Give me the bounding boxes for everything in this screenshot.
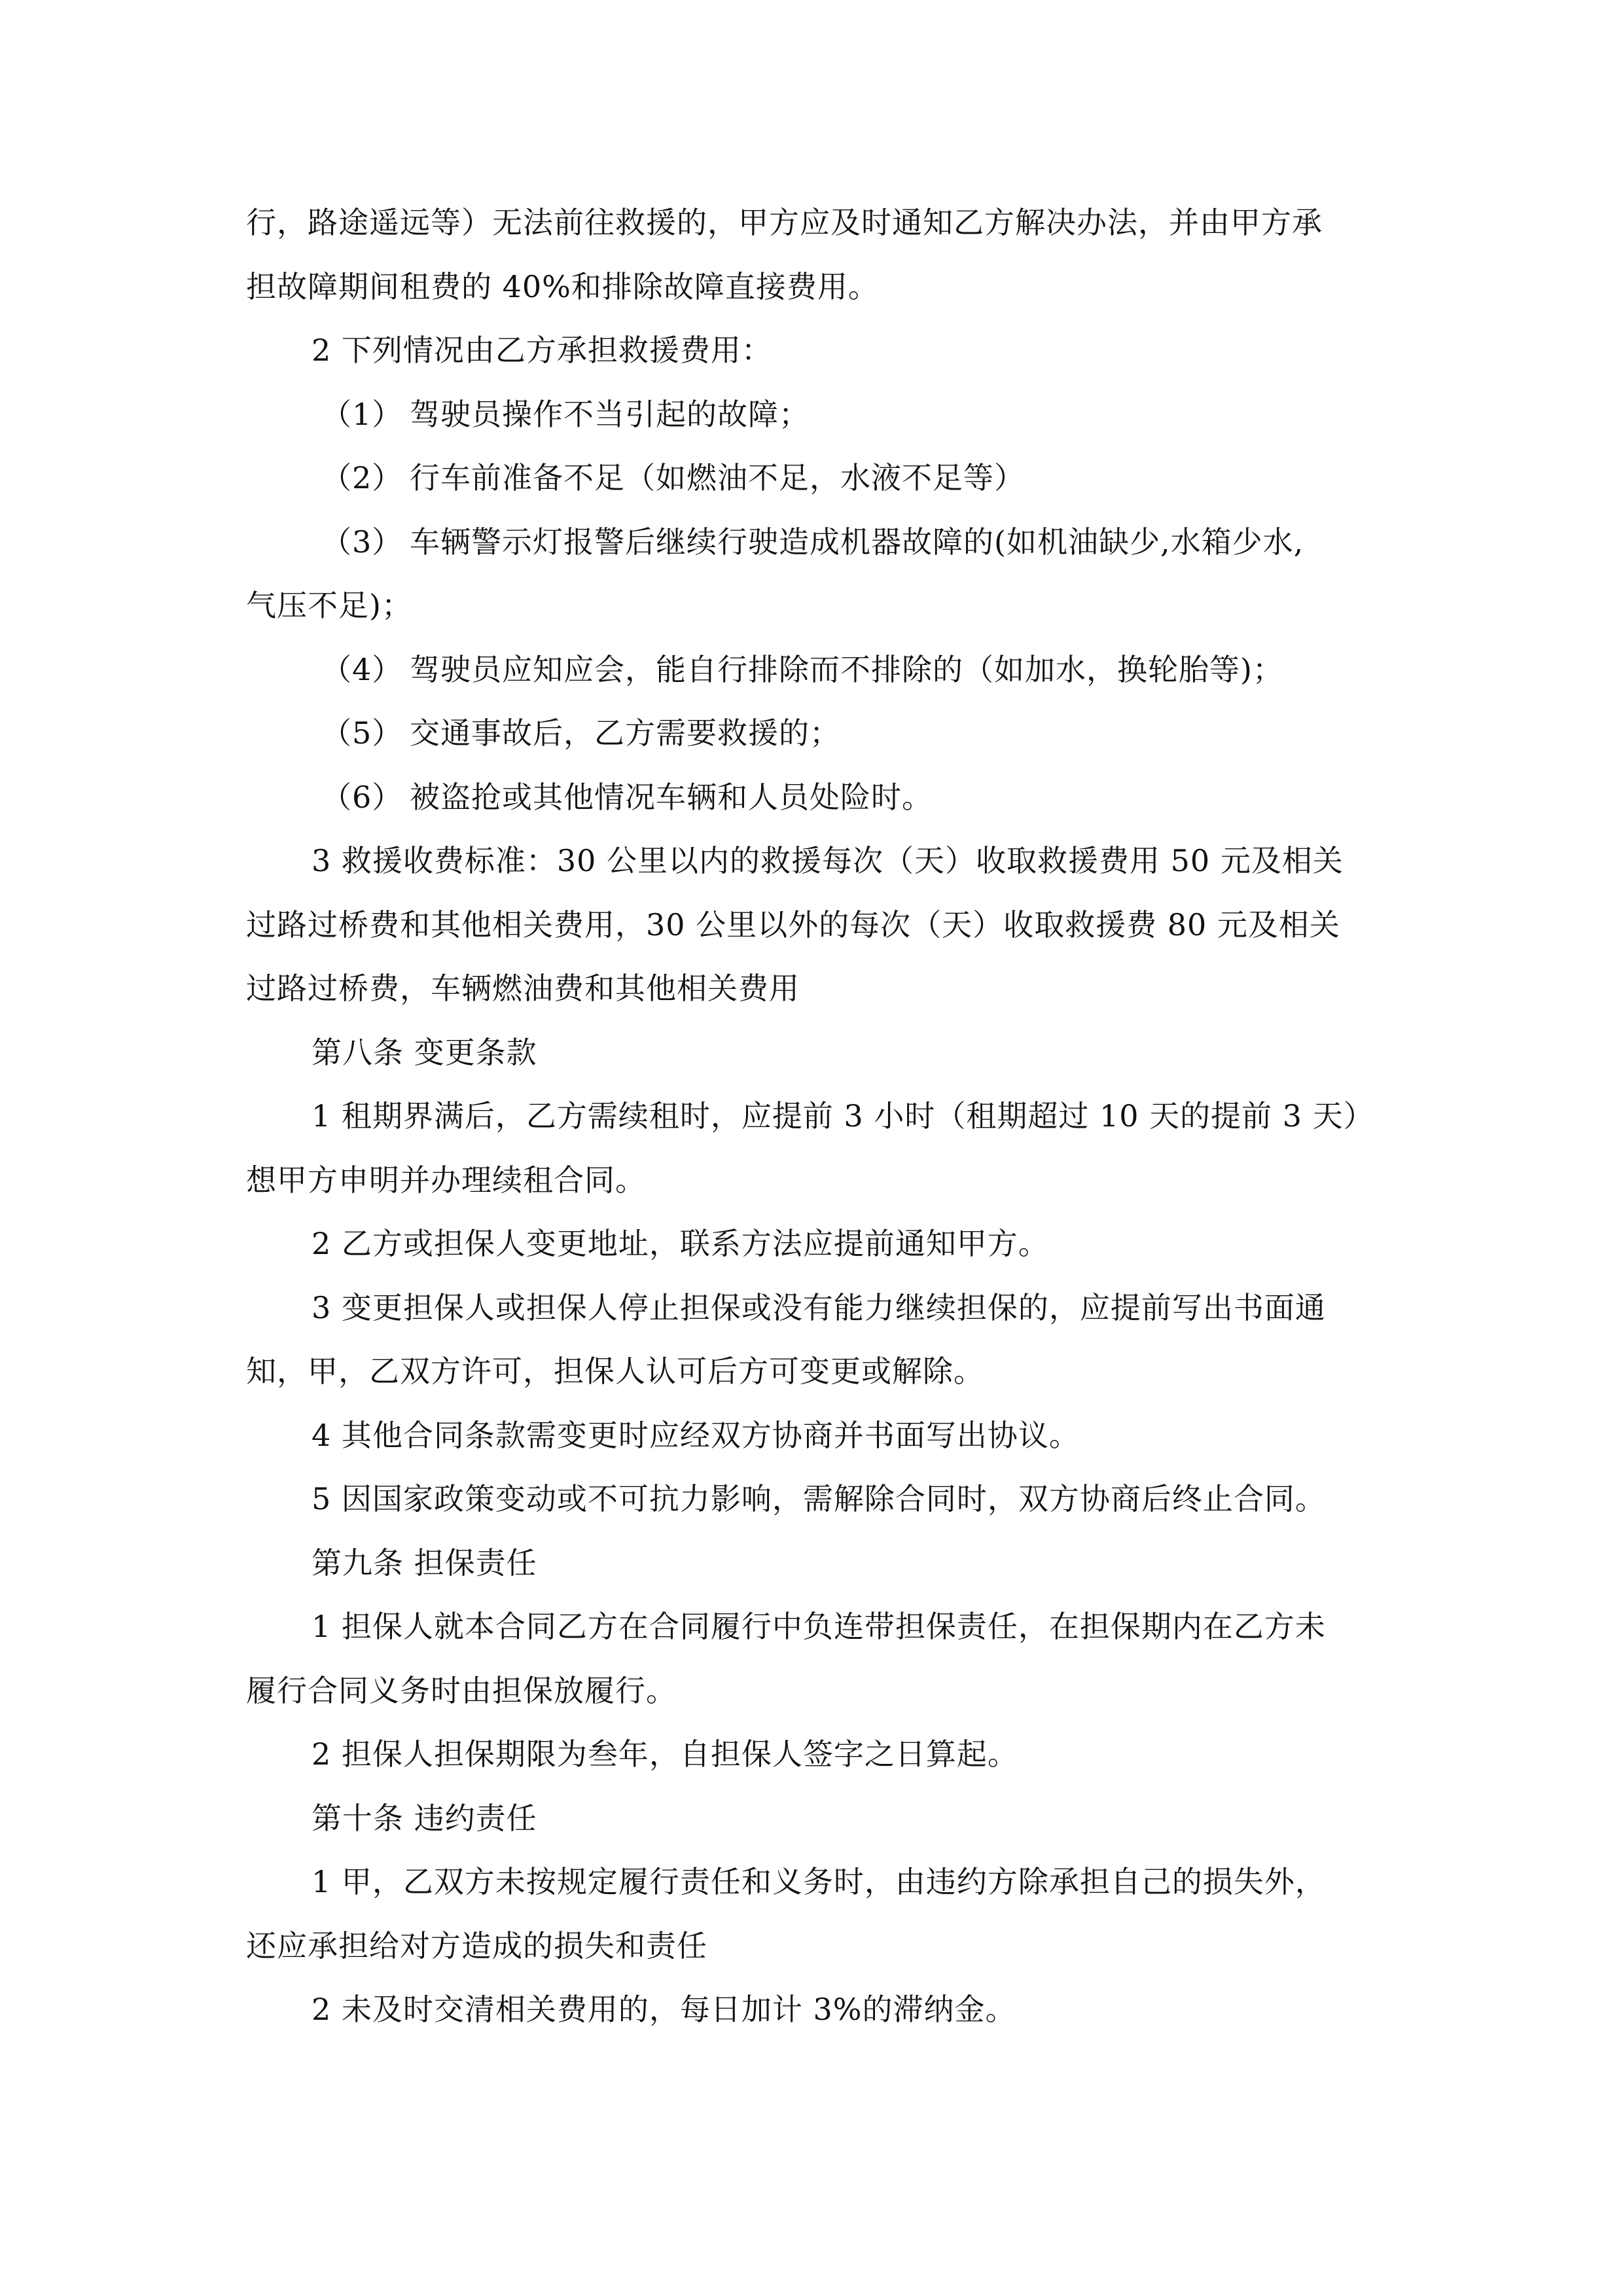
list-item xyxy=(246,511,1393,575)
text-line: 过路过桥费，车辆燃油费和其他相关费用 xyxy=(246,971,800,1006)
item-text: 车辆警示灯报警后继续行驶造成机器故障的(如机油缺少,水箱少水, xyxy=(410,524,1304,560)
text-line: 履行合同义务时由担保放履行。 xyxy=(246,1672,677,1708)
text-line: 2 未及时交清相关费用的，每日加计 3%的滞纳金。 xyxy=(312,1992,1016,2027)
article-heading: 第八条 变更条款 xyxy=(312,1034,537,1070)
text-line: 气压不足)； xyxy=(246,588,412,623)
list-item xyxy=(246,766,1393,830)
item-text: 行车前准备不足（如燃油不足，水液不足等） xyxy=(410,460,1025,495)
list-item xyxy=(246,446,1393,511)
text-line: 2 乙方或担保人变更地址，联系方法应提前通知甲方。 xyxy=(312,1226,1049,1261)
document-body xyxy=(246,191,1393,2042)
item-number: （2） xyxy=(321,460,403,495)
item-number: （1） xyxy=(321,396,403,432)
clause-heading: 2 下列情况由乙方承担救援费用： xyxy=(312,332,772,368)
item-text: 驾驶员操作不当引起的故障； xyxy=(410,396,810,432)
list-item xyxy=(246,383,1393,447)
text-line: 还应承担给对方造成的损失和责任 xyxy=(246,1928,707,1964)
text-line: 想甲方申明并办理续租合同。 xyxy=(246,1162,646,1198)
text-line: 过路过桥费和其他相关费用，30 公里以外的每次（天）收取救援费 80 元及相关 xyxy=(246,906,1340,942)
text-line: 担故障期间租费的 40%和排除故障直接费用。 xyxy=(246,268,879,304)
item-text: 交通事故后，乙方需要救援的； xyxy=(410,715,840,751)
text-line: 1 租期界满后，乙方需续租时，应提前 3 小时（租期超过 10 天的提前 3 天） xyxy=(312,1098,1374,1134)
text-line: 3 救援收费标准：30 公里以内的救援每次（天）收取救援费用 50 元及相关 xyxy=(312,843,1344,878)
article-heading: 第九条 担保责任 xyxy=(312,1545,537,1581)
text-line: 1 担保人就本合同乙方在合同履行中负连带担保责任，在担保期内在乙方未 xyxy=(312,1609,1326,1644)
item-text: 驾驶员应知应会，能自行排除而不排除的（如加水，换轮胎等)； xyxy=(410,651,1283,687)
item-number: （5） xyxy=(321,715,403,751)
text-line: 5 因国家政策变动或不可抗力影响，需解除合同时，双方协商后终止合同。 xyxy=(312,1481,1326,1516)
list-item xyxy=(246,638,1393,702)
text-line: 3 变更担保人或担保人停止担保或没有能力继续担保的，应提前写出书面通 xyxy=(312,1289,1326,1325)
item-text: 被盗抢或其他情况车辆和人员处险时。 xyxy=(410,779,933,815)
text-line: 4 其他合同条款需变更时应经双方协商并书面写出协议。 xyxy=(312,1417,1080,1453)
text-line: 行，路途遥远等）无法前往救援的，甲方应及时通知乙方解决办法，并由甲方承 xyxy=(246,205,1323,240)
list-item xyxy=(246,702,1393,766)
text-line: 知，甲，乙双方许可，担保人认可后方可变更或解除。 xyxy=(246,1354,984,1389)
item-number: （6） xyxy=(321,779,403,815)
article-heading: 第十条 违约责任 xyxy=(312,1800,537,1836)
item-number: （3） xyxy=(321,524,403,560)
item-number: （4） xyxy=(321,651,403,687)
text-line: 2 担保人担保期限为叁年，自担保人签字之日算起。 xyxy=(312,1736,1018,1772)
text-line: 1 甲，乙双方未按规定履行责任和义务时，由违约方除承担自己的损失外， xyxy=(312,1864,1326,1899)
